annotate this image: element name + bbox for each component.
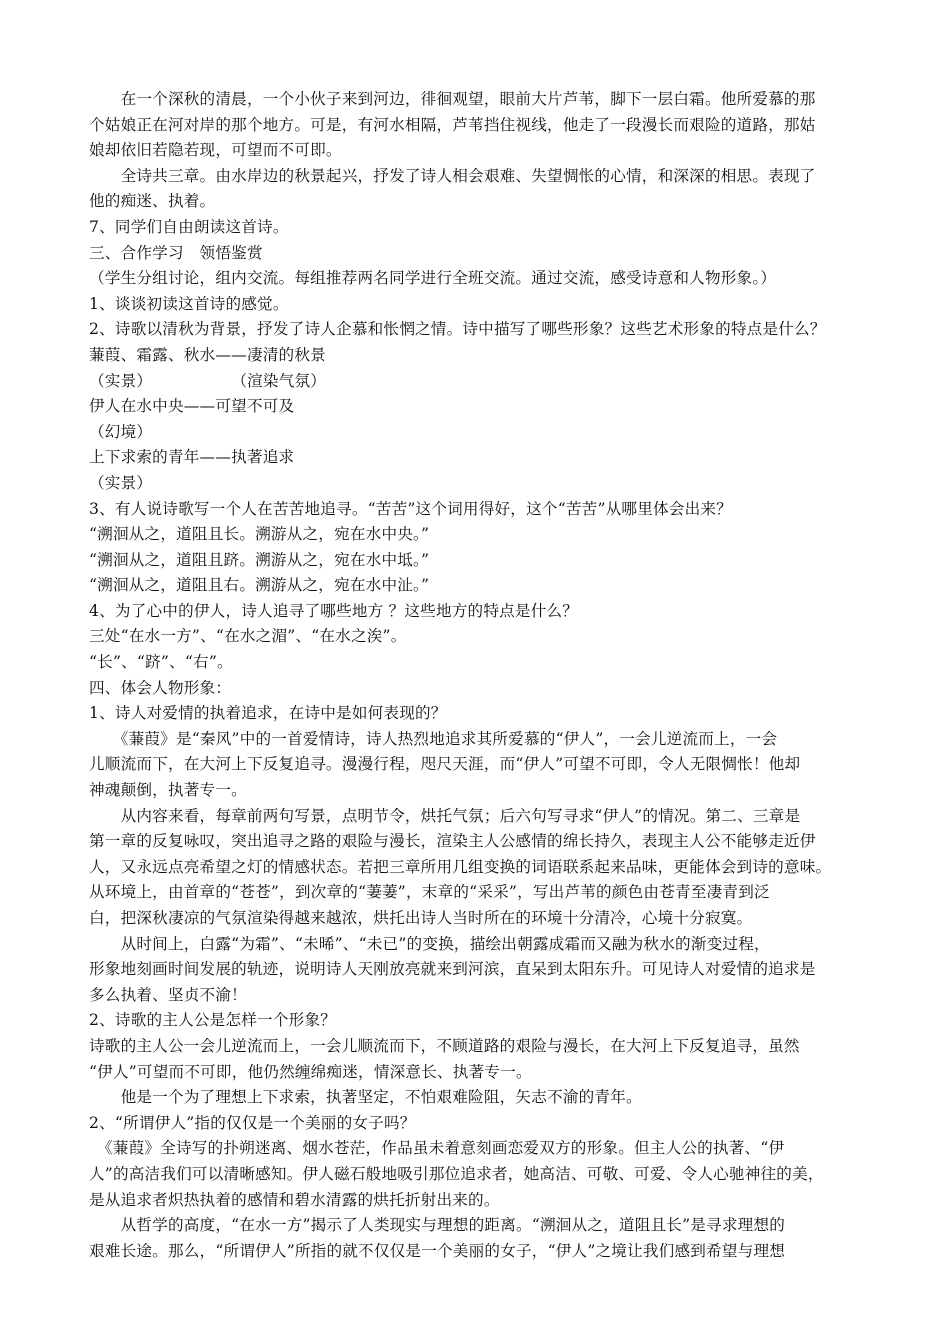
text-line: 三、合作学习 领悟鉴赏	[89, 243, 263, 262]
text-line: 3、有人说诗歌写一个人在苦苦地追寻。“苦苦”这个词用得好，这个“苦苦”从哪里体会出来？	[89, 499, 732, 518]
text-line: 娘却依旧若隐若现，可望而不可即。	[89, 141, 342, 160]
text-line: 从时间上，白露“为霜”、“未晞”、“未已”的变换，描绘出朝露成霜而又融为秋水的渐变过程，	[89, 934, 770, 953]
text-line: 2、诗歌以清秋为背景，抒发了诗人企慕和怅惘之情。诗中描写了哪些形象？这些艺术形象的特点是什么？	[89, 320, 826, 339]
text-line: 全诗共三章。由水岸边的秋景起兴，抒发了诗人相会艰难、失望惆怅的心情，和深深的相思。表现了	[89, 166, 816, 185]
text-line: 上下求索的青年——执著追求	[89, 448, 295, 467]
text-line: 1、谈谈初读这首诗的感觉。	[89, 294, 289, 313]
text-line: 形象地刻画时间发展的轨迹，说明诗人天刚放亮就来到河滨，直呆到太阳东升。可见诗人对爱情的追求是	[89, 960, 816, 979]
text-line: （实景）	[89, 473, 153, 492]
text-line: 2、诗歌的主人公是怎样一个形象？	[89, 1011, 337, 1030]
text-line: 四、体会人物形象：	[89, 678, 232, 697]
text-line: （实景） （渲染气氛）	[89, 371, 327, 390]
text-line: 7、同学们自由朗读这首诗。	[89, 217, 289, 236]
text-line: 伊人在水中央——可望不可及	[89, 397, 295, 416]
text-line: “溯洄从之，道阻且长。溯游从之，宛在水中央。”	[89, 525, 430, 544]
text-line: 白，把深秋凄凉的气氛渲染得越来越浓，烘托出诗人当时所在的环境十分清冷，心境十分寂寞。	[89, 909, 753, 927]
text-line: 个姑娘正在河对岸的那个地方。可是，有河水相隔，芦苇挡住视线，他走了一段漫长而艰险的道路，那姑	[89, 115, 816, 134]
text-line: 人，又永远点亮希望之灯的情感状态。若把三章所用几组变换的词语联系起来品味，更能体会到诗的意味。	[89, 857, 832, 876]
text-line: “伊人”可望而不可即，他仍然缠绵痴迷，情深意长、执著专一。	[89, 1062, 532, 1081]
text-line: 是从追求者炽热执着的感情和碧水清露的烘托折射出来的。	[89, 1190, 500, 1209]
text-line: 从哲学的高度，“在水一方”揭示了人类现实与理想的距离。“溯洄从之，道阻且长”是寻求理想的	[89, 1216, 786, 1235]
text-line: 从内容来看，每章前两句写景，点明节令，烘托气氛；后六句写寻求“伊人”的情况。第二、三章是	[89, 806, 801, 825]
text-line: 《蒹葭》全诗写的扑朔迷离、烟水苍茫，作品虽未着意刻画恋爱双方的形象。但主人公的执著、“伊	[89, 1139, 785, 1158]
text-line: “长”、“跻”、“右”。	[89, 653, 233, 672]
text-line: 三处“在水一方”、“在水之湄”、“在水之涘”。	[89, 627, 407, 646]
text-line: 诗歌的主人公一会儿逆流而上，一会儿顺流而下，不顾道路的艰险与漫长，在大河上下反复追寻，虽然	[89, 1036, 800, 1055]
text-line: （幻境）	[89, 422, 153, 441]
text-line: 人”的高洁我们可以清晰感知。伊人磁石般地吸引那位追求者，她高洁、可敬、可爱、令人心驰神往的美，	[89, 1164, 824, 1183]
text-line: 《蒹葭》是“秦风”中的一首爱情诗，诗人热烈地追求其所爱慕的“伊人”，一会儿逆流而上，一会	[89, 729, 778, 748]
text-line: 儿顺流而下，在大河上下反复追寻。漫漫行程，咫尺天涯，而“伊人”可望不可即，令人无限惆怅！他却	[89, 755, 801, 774]
text-line: “溯洄从之，道阻且右。溯游从之，宛在水中沚。”	[89, 576, 430, 595]
document-body	[89, 87, 861, 1264]
text-line: 1、诗人对爱情的执着追求，在诗中是如何表现的？	[89, 704, 447, 723]
text-line: 第一章的反复咏叹，突出追寻之路的艰险与漫长，渲染主人公感情的绵长持久，表现主人公不能够走近伊	[89, 832, 816, 851]
text-line: 神魂颠倒，执著专一。	[89, 781, 247, 800]
text-line: 4、为了心中的伊人，诗人追寻了哪些地方 ？这些地方的特点是什么？	[89, 601, 579, 620]
text-line: 蒹葭、霜露、秋水——凄清的秋景	[89, 345, 326, 364]
text-line: 在一个深秋的清晨，一个小伙子来到河边，徘徊观望，眼前大片芦苇，脚下一层白霜。他所爱慕的那	[89, 90, 816, 108]
text-line: （学生分组讨论，组内交流。每组推荐两名同学进行全班交流。通过交流，感受诗意和人物形象。）	[89, 269, 777, 288]
text-line: “溯洄从之，道阻且跻。溯游从之，宛在水中坻。”	[89, 550, 430, 569]
text-line: 多么执着、坚贞不渝！	[89, 985, 247, 1004]
text-line: 从环境上，由首章的“苍苍”，到次章的“萋萋”，末章的“采采”，写出芦苇的颜色由苍青至凄青到泛	[89, 883, 770, 902]
text-line: 他的痴迷、执着。	[89, 192, 216, 211]
text-line: 他是一个为了理想上下求索，执著坚定，不怕艰难险阻，矢志不渝的青年。	[89, 1088, 642, 1107]
text-line: 2、“所谓伊人”指的仅仅是一个美丽的女子吗？	[89, 1113, 416, 1132]
text-line: 艰难长途。那么，“所谓伊人”所指的就不仅仅是一个美丽的女子，“伊人”之境让我们感到希望与理想	[89, 1241, 786, 1260]
